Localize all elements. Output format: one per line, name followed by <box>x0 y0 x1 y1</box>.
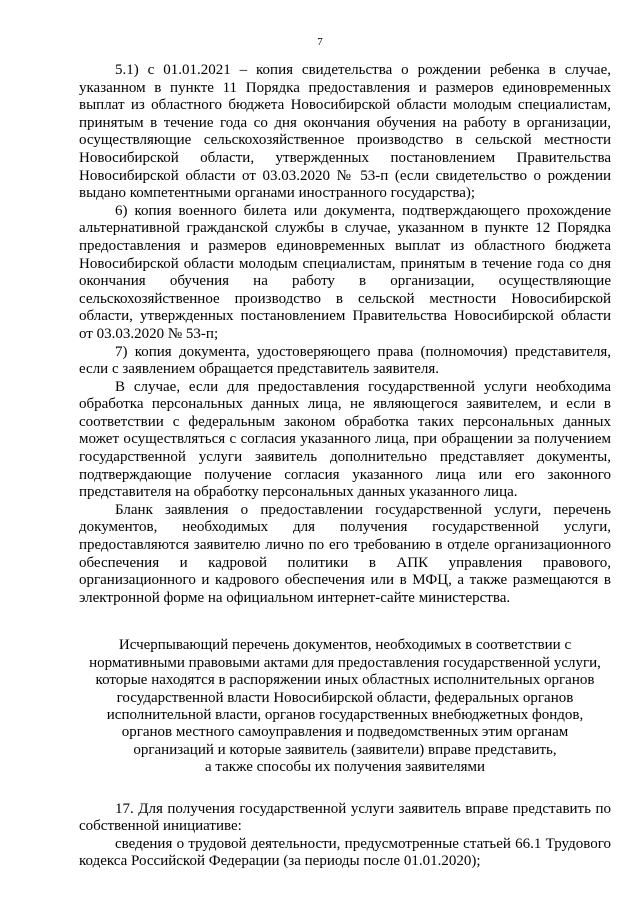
page-number: 7 <box>317 36 323 48</box>
heading-line: организаций и которые заявитель (заявители) вправе представить, <box>133 741 557 758</box>
heading-line: которые находятся в распоряжении иных областных исполнительных органов <box>95 672 595 689</box>
heading-line: государственной власти Новосибирской области, федеральных органов <box>116 689 574 706</box>
document-body <box>79 62 611 871</box>
heading-line: исполнительной власти, органов государственных внебюджетных фондов, <box>106 707 584 724</box>
heading-line: Исчерпывающий перечень документов, необходимых в соответствии с <box>118 637 572 654</box>
paragraph-application-form: Бланк заявления о предоставлении государственной услуги, перечень документов, необходимых для получения государственной услуги, предоставляются заявителю лично по его требованию в отделе организационного обеспечения и кадровой политики в АПК управления правового, организационного и кадрового обеспечения или в МФЦ, а также размещаются в электронной форме на официальном интернет-сайте министерства. <box>79 501 611 606</box>
paragraph-personal-data: В случае, если для предоставления государственной услуги необходима обработка персональных данных лица, не являющегося заявителем, и если в соответствии с федеральным законом обработка таких персональных данных может осуществляться с согласия указанного лица, при обращении за получением государственной услуги заявитель дополнительно представляет документы, подтверждающие получение согласия указанного лица или его законного представителя на обработку персональных данных указанного лица. <box>79 378 611 501</box>
heading-line: нормативными правовыми актами для предоставления государственной услуги, <box>89 654 601 671</box>
paragraph-labor-info: сведения о трудовой деятельности, предусмотренные статьей 66.1 Трудового кодекса Российской Федерации (за периоды после 01.01.2020); <box>79 835 611 870</box>
paragraph-5-1: 5.1) с 01.01.2021 – копия свидетельства о рождении ребенка в случае, указанном в пункте 11 Порядка предоставления и размеров единовременных выплат из областного бюджета Новосибирской области молодым специалистам, принятым в течение года со дня окончания обучения на работу в организации, осуществляющие сельскохозяйственное производство в сельской местности Новосибирской области, утвержденных постановлением Правительства Новосибирской области от 03.03.2020 № 53-п (если свидетельство о рождении выдано компетентными органами иностранного государства); <box>79 62 611 202</box>
paragraph-7: 7) копия документа, удостоверяющего права (полномочия) представителя, если с заявлением обращается представитель заявителя. <box>79 343 611 378</box>
paragraph-6: 6) копия военного билета или документа, подтверждающего прохождение альтернативной гражданской службы в случае, указанном в пункте 12 Порядка предоставления и размеров единовременных выплат из областного бюджета Новосибирской области молодым специалистам, принятым в течение года со дня окончания обучения на работу в организации, осуществляющие сельскохозяйственное производство в сельской местности Новосибирской области, утвержденных постановлением Правительства Новосибирской области от 03.03.2020 № 53-п; <box>79 202 611 342</box>
heading-line: а также способы их получения заявителями <box>204 759 486 776</box>
heading-line: органов местного самоуправления и подведомственных этим органам <box>121 724 569 741</box>
section-heading <box>79 637 611 776</box>
paragraph-17: 17. Для получения государственной услуги заявитель вправе представить по собственной инициативе: <box>79 800 611 835</box>
